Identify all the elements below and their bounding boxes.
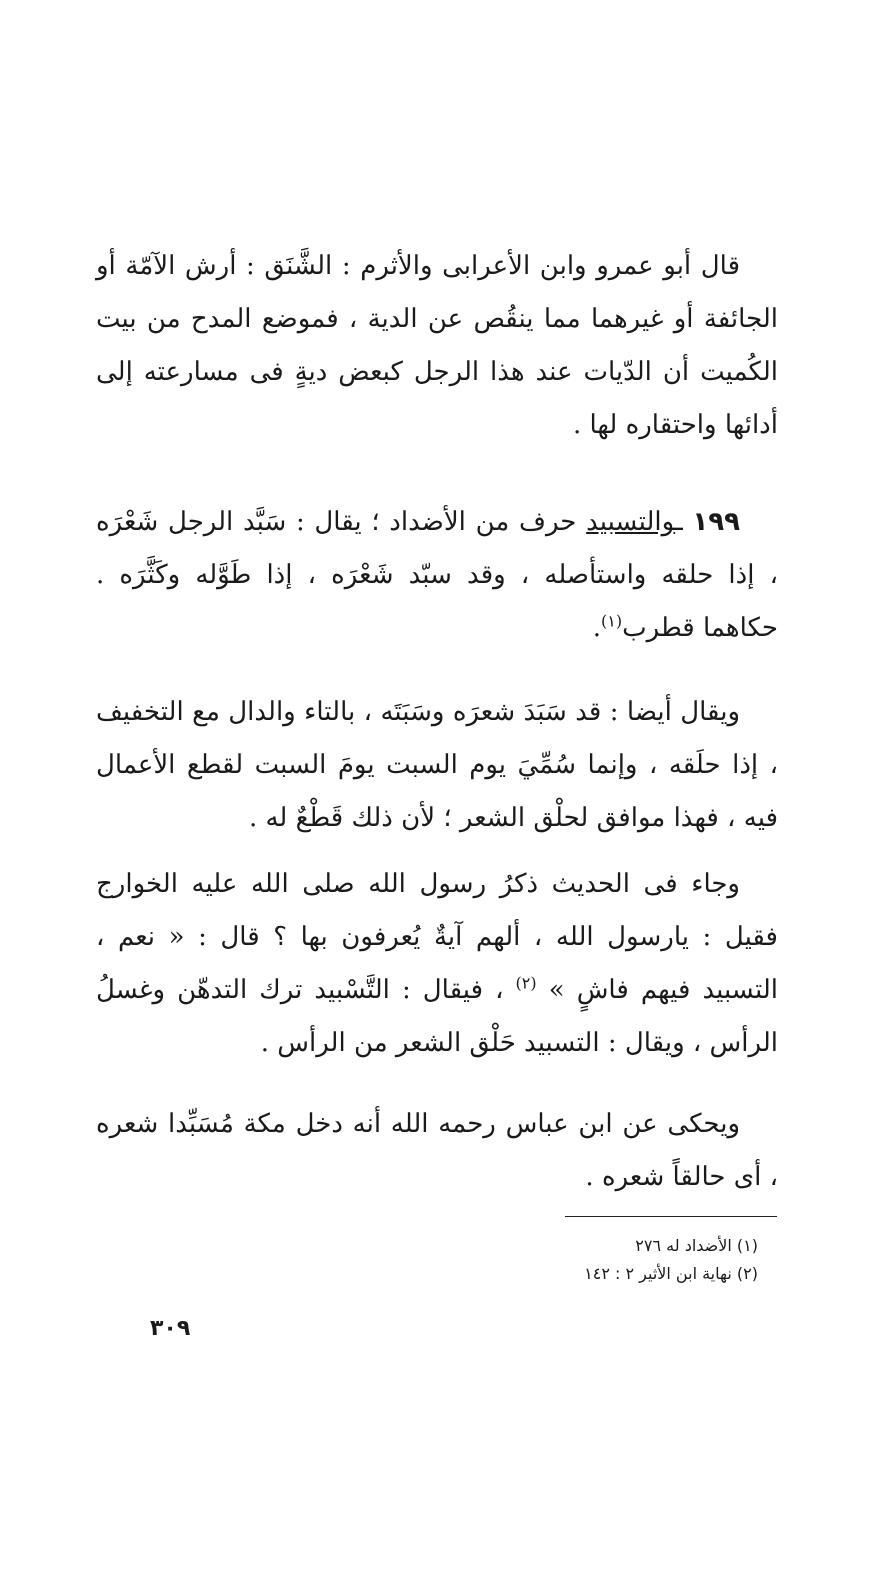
entry-end: . [592, 613, 602, 643]
footnotes [440, 1232, 758, 1288]
entry-text: حرف من الأضداد ؛ يقال : سَبَّد الرجل شَعْرَه ، إذا حلقه واستأصله ، وقد سبّد شَعْرَه ، إذا طَوَّله وكَثَّرَه . حكاهما قطرب [96, 507, 778, 643]
entry-separator: ـ [675, 507, 693, 537]
footnote-2: (٢) نهاية ابن الأثير ٢ : ١٤٢ [584, 1264, 758, 1283]
hadith-text-continued: ، فيقال : التَّسْبيد ترك التدهّن وغسلُ الرأس ، ويقال : التسبيد حَلْق الشعر من الرأس . [96, 975, 778, 1058]
paragraph-entry-199 [96, 496, 778, 655]
paragraph-text: قال أبو عمرو وابن الأعرابى والأثرم : الشَّنَق : أرش الآمّة أو الجائفة أو غيرهما مما ينقُص عن الدية ، فموضع المدح من بيت الكُميت أن الدّيات عند هذا الرجل كبعض ديةٍ فى مسارعته إلى أدائها واحتقاره لها . [96, 251, 778, 440]
entry-term: والتسبيد [586, 507, 676, 537]
footnote-1: (١) الأضداد له ٢٧٦ [635, 1236, 758, 1255]
footnote-ref-2: (٢) [515, 973, 537, 993]
paragraph-shanaq [96, 240, 778, 452]
hadith-paragraph [96, 858, 778, 1070]
paragraph-text: ويقال أيضا : قد سَبَدَ شعرَه وسَبَتَه ، بالتاء والدال مع التخفيف ، إذا حلَقه ، وإنما سُمِّيَ يوم السبت يومَ السبت لقطع الأعمال فيه ، فهذا موافق لحلْق الشعر ؛ لأن ذلك قَطْعٌ له . [96, 697, 778, 833]
paragraph-text: ويحكى عن ابن عباس رحمه الله أنه دخل مكة مُسَبِّدا شعره ، أى حالقاً شعره . [96, 1109, 778, 1192]
paragraph-ibn-abbas [96, 1098, 778, 1204]
footnote-ref-1: (١) [601, 611, 623, 631]
hadith-text: وجاء فى الحديث ذكرُ رسول الله صلى الله عليه الخوارج فقيل : يارسول الله ، ألهم آيةٌ يُعرفون بها ؟ قال : « نعم ، التسبيد فيهم فاشٍ » [96, 869, 778, 1005]
footnote-divider [565, 1216, 777, 1217]
page-number: ٣٠٩ [150, 1316, 191, 1341]
paragraph-hadith [96, 858, 778, 1070]
paragraph-sabad-sabat [96, 686, 778, 845]
entry-number: ١٩٩ [692, 507, 740, 537]
entry-paragraph [96, 496, 778, 655]
